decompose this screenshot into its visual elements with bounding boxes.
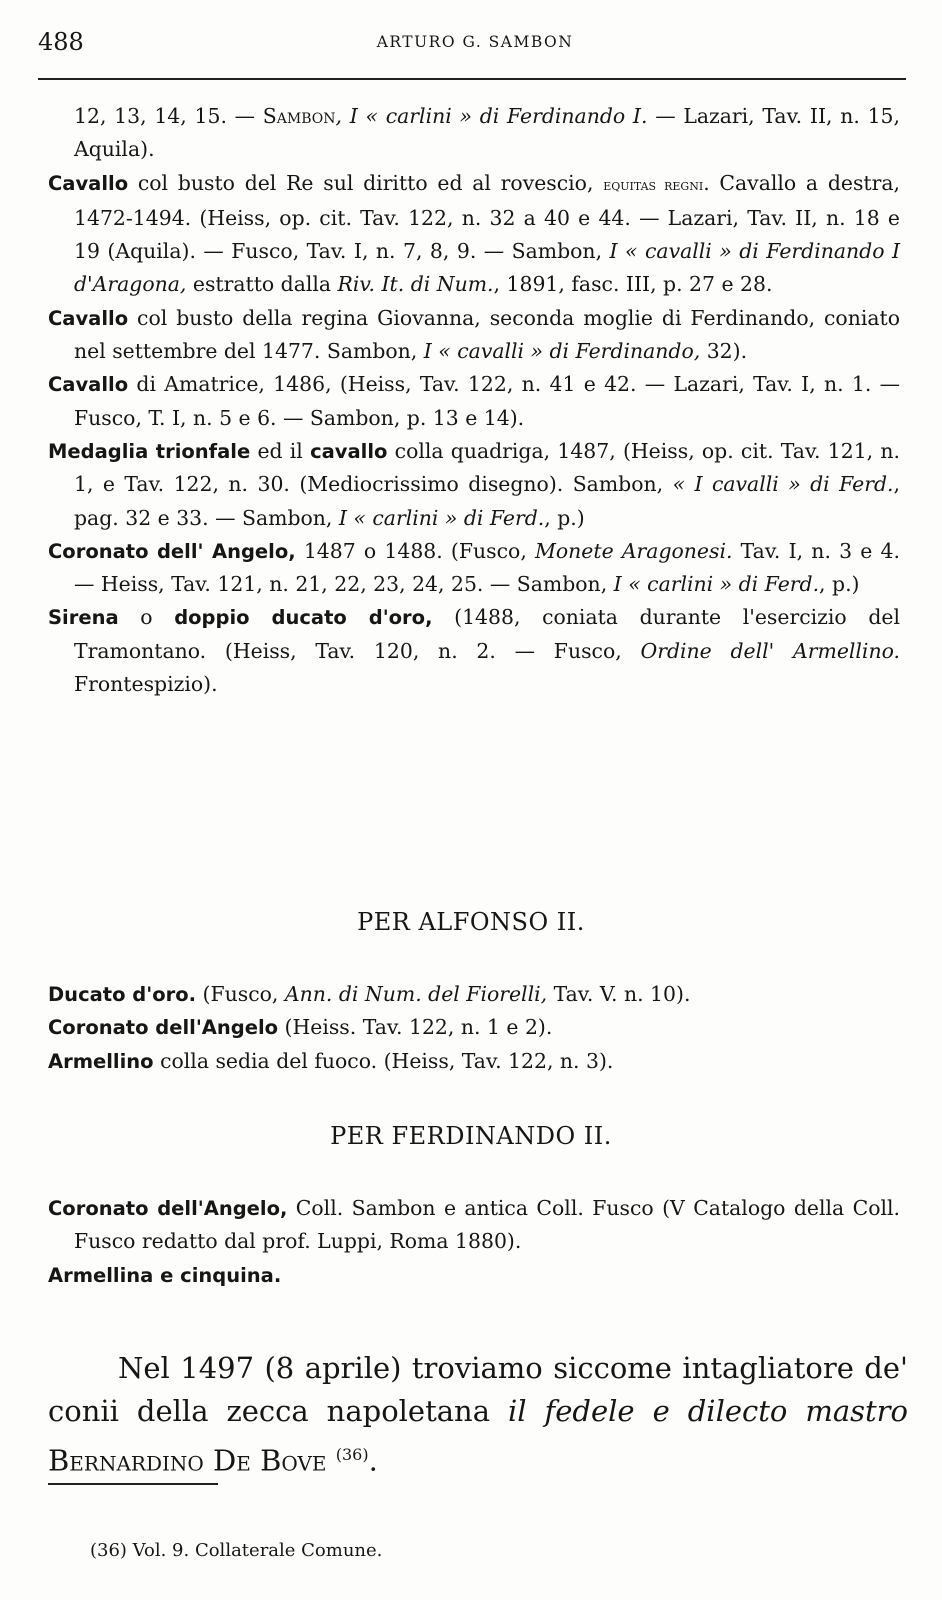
- entry-armellina-cinquina: Armellina e cinquina.: [48, 1263, 282, 1287]
- header-rule: [38, 78, 906, 80]
- page-number: 488: [38, 28, 84, 56]
- entry-ducato-oro: Ducato d'oro. (Fusco, Ann. di Num. del Fiorelli, Tav. V. n. 10).: [48, 982, 691, 1006]
- entry-cavallo-busto-re: Cavallo col busto del Re sul diritto ed al rovescio, equitas regni. Cavallo a destra, 1472-1494. (Heiss, op. cit. Tav. 122, n. 32 a 40 e 44. — Lazari, Tav. II, n. 18 e 19 (Aquila). — Fusco, Tav. I, n. 7, 8, 9. — Sambon, I « cavalli » di Ferdinando I d'Aragona, estratto dalla Riv. It. di Num., 1891, fasc. III, p. 27 e 28.: [48, 170, 901, 297]
- entry-sirena: Sirena o doppio ducato d'oro, (1488, coniata durante l'esercizio del Tramontano. (Heiss, Tav. 120, n. 2. — Fusco, Ordine dell' Armellino. Frontespizio).: [48, 605, 900, 697]
- entry-medaglia-trionfale: Medaglia trionfale ed il cavallo colla quadriga, 1487, (Heiss, op. cit. Tav. 121, n. 1, e Tav. 122, n. 30. (Mediocrissimo disegno). Sambon, « I cavalli » di Ferd., pag. 32 e 33. — Sambon, I « carlini » di Ferd., p.): [48, 438, 901, 530]
- body-paragraph: Nel 1497 (8 aprile) troviamo siccome intagliatore de' conii della zecca napoletana il fedele e dilecto mastro Bernardino De Bove $^{(36)}$.: [48, 1351, 908, 1478]
- entry-coronato-angelo-ferdinando-ii: Coronato dell'Angelo, Coll. Sambon e antica Coll. Fusco (V Catalogo della Coll. Fusco redatto dal prof. Luppi, Roma 1880).: [48, 1196, 900, 1254]
- coin-list-ferdinando-i: [48, 100, 900, 701]
- entry-armellino: Armellino colla sedia del fuoco. (Heiss, Tav. 122, n. 3).: [48, 1048, 614, 1073]
- coin-list-alfonso-ii: [48, 978, 900, 1078]
- coin-list-ferdinando-ii: [48, 1192, 900, 1292]
- page-header: [38, 28, 912, 62]
- heading-alfonso-ii: PER ALFONSO II.: [357, 908, 585, 936]
- entry-coronato-angelo-alfonso: Coronato dell'Angelo (Heiss. Tav. 122, n. 1 e 2).: [48, 1015, 553, 1040]
- footnote-rule: [48, 1483, 218, 1485]
- footnote-reference: (36): [335, 1445, 369, 1464]
- running-head: ARTURO G. SAMBON: [376, 33, 574, 51]
- entry-cavallo-amatrice: Cavallo di Amatrice, 1486, (Heiss, Tav. 122, n. 41 e 42. — Lazari, Tav. I, n. 1. — Fusco, T. I, n. 5 e 6. — Sambon, p. 13 e 14).: [48, 372, 900, 430]
- entry-coronato-angelo: Coronato dell' Angelo, 1487 o 1488. (Fusco, Monete Aragonesi. Tav. I, n. 3 e 4. — Heiss, Tav. 121, n. 21, 22, 23, 24, 25. — Sambon, I « carlini » di Ferd., p.): [48, 538, 900, 597]
- entry-continuation: 12, 13, 14, 15. — Sambon, I « carlini » di Ferdinando I. — Lazari, Tav. II, n. 15, Aquila).: [74, 104, 900, 162]
- footnote: (36) Vol. 9. Collaterale Comune.: [90, 1540, 383, 1561]
- heading-ferdinando-ii: PER FERDINANDO II.: [330, 1122, 612, 1150]
- entry-cavallo-giovanna: Cavallo col busto della regina Giovanna, seconda moglie di Ferdinando, coniato nel settembre del 1477. Sambon, I « cavalli » di Ferdinando, 32).: [48, 305, 900, 364]
